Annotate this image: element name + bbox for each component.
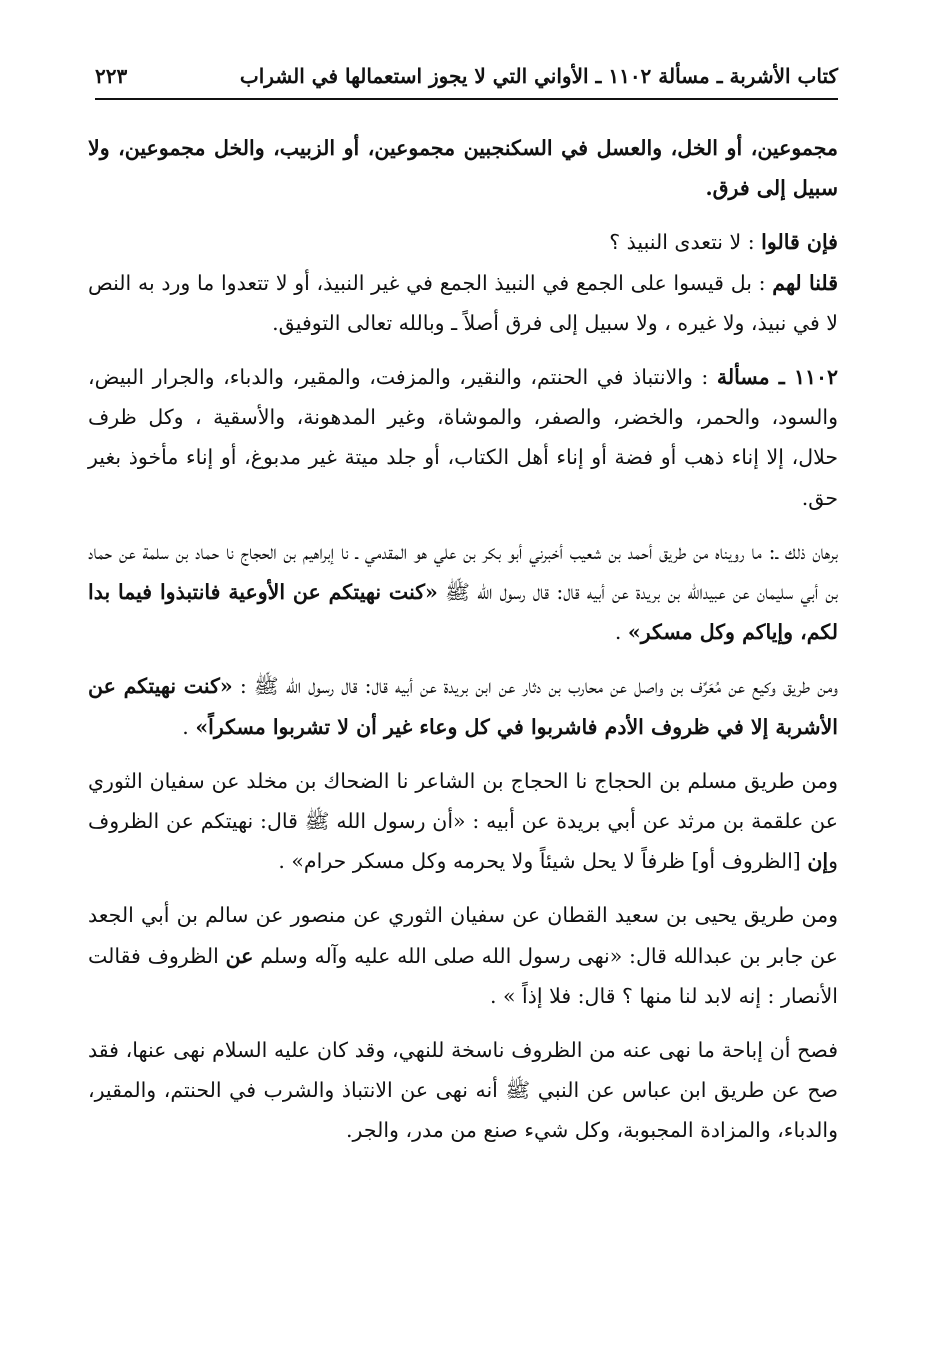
paragraph xyxy=(88,357,838,518)
text-segment: ومن طريق وكيع عن مُعَرِّف بن واصل عن محارب بن دثار عن ابن بريدة عن أبيه قال: قال رسول الله ﷺ : xyxy=(232,674,838,699)
text-segment: [الظروف أ‌و] ظرفاً لا يحل شيئاً ولا يحرمه وكل مسكر حرام» . xyxy=(278,849,808,874)
text-segment: الظروف فقالت الأنصار : إنه لابد لنا منها ؟ قال: فلا إذاً » . xyxy=(88,943,838,1008)
text-segment: ١١٠٢ ـ مسألة xyxy=(716,365,839,390)
paragraph xyxy=(88,761,838,882)
header-rule xyxy=(95,98,838,100)
running-header xyxy=(95,58,838,94)
text-segment: : بل قيسوا على الجمع في النبيذ الجمع في غير النبيذ، أو لا تتعدوا ما ورد به النص لا في نبيذ، ولا غيره ، ولا سبيل إلى فرق أصلاً ـ وبالله تعالى التوفيق. xyxy=(88,270,838,335)
paragraph xyxy=(88,128,838,208)
text-segment: ومن طريق مسلم بن الحجاج نا الحجاج بن الشاعر نا الضحاك بن مخلد عن سفيان الثوري عن علقمة بن مرثد عن أبي بريدة عن أبيه : «أن رسول الله ﷺ قال: نهيتكم عن الظروف و xyxy=(88,768,838,874)
text-segment: برهان ذلك ـ: ما رويناه من طريق أحمد بن شعيب أخبرني أبو بكر بن علي هو المقدمي ـ نا إبراهيم بن الحجاج نا حماد بن سلمة عن حماد بن أبي سليمان عن عبيدالله بن بريدة عن أبيه قال: قال رسول الله ﷺ xyxy=(88,539,838,605)
paragraph xyxy=(88,895,838,1016)
page-number: ٢٢٣ xyxy=(95,64,128,88)
text-segment: «كنت نهيتكم عن الأوعية فانتبذوا فيما بدا لكم، وإياكم وكل مسكر» xyxy=(88,580,838,645)
text-segment: . xyxy=(614,620,628,645)
text-segment: عن xyxy=(225,943,254,968)
paragraph xyxy=(88,532,838,653)
text-segment: إن xyxy=(807,849,829,874)
body-text xyxy=(88,128,838,1165)
text-segment: فصح أن إباحة ما نهى عنه من الظروف ناسخة للنهي، وقد كان عليه السلام نهى عنها، فقد صح عن طريق ابن عباس عن النبي ﷺ أنه نهى عن الانتباذ والشرب في الحنتم، والمقير، والدباء، والمزادة المجبوبة، وكل شيء صنع من مدر، والجر. xyxy=(88,1038,838,1143)
text-segment: : لا نتعدى النبيذ ؟ xyxy=(609,230,762,255)
text-segment: . xyxy=(182,714,196,739)
text-segment: : والانتباذ في الحنتم، والنقير، والمزفت، والمقير، والدباء، والجرار البيض، والسود، والحمر، والخضر، والصفر، والموشاة، وغير المدهونة، والأسقية ، وكل ظرف حلال، إلا إناء ذهب أو فضة أو إناء أهل الكتاب، أو جلد ميتة غير مدبوغ، أو إناء مأخوذ بغير حق. xyxy=(88,365,838,510)
text-segment: فإن قالوا xyxy=(761,230,838,255)
text-segment: ومن طريق يحيى بن سعيد القطان عن سفيان الثوري عن منصور عن سالم بن أبي الجعد عن جابر بن عبدالله قال: «نهى رسول الله صلى الله عليه وآله وسلم xyxy=(88,903,838,968)
paragraph xyxy=(88,222,838,262)
paragraph xyxy=(88,666,838,746)
paragraph xyxy=(88,1030,838,1151)
text-segment: «كنت نهيتكم عن الأشربة إلا في ظروف الأدم فاشربوا في كل وعاء غير أن لا تشربوا مسكراً» xyxy=(88,674,838,739)
text-segment: مجموعين، أو الخل، والعسل في السكنجبين مجموعين، أو الزبيب، والخل مجموعين، ولا سبيل إلى فرق. xyxy=(88,136,838,201)
text-segment: قلنا لهم xyxy=(772,270,838,295)
paragraph xyxy=(88,263,838,343)
header-title: كتاب الأشربة ـ مسألة ١١٠٢ ـ الأواني التي لا يجوز استعمالها في الشراب xyxy=(239,64,838,88)
